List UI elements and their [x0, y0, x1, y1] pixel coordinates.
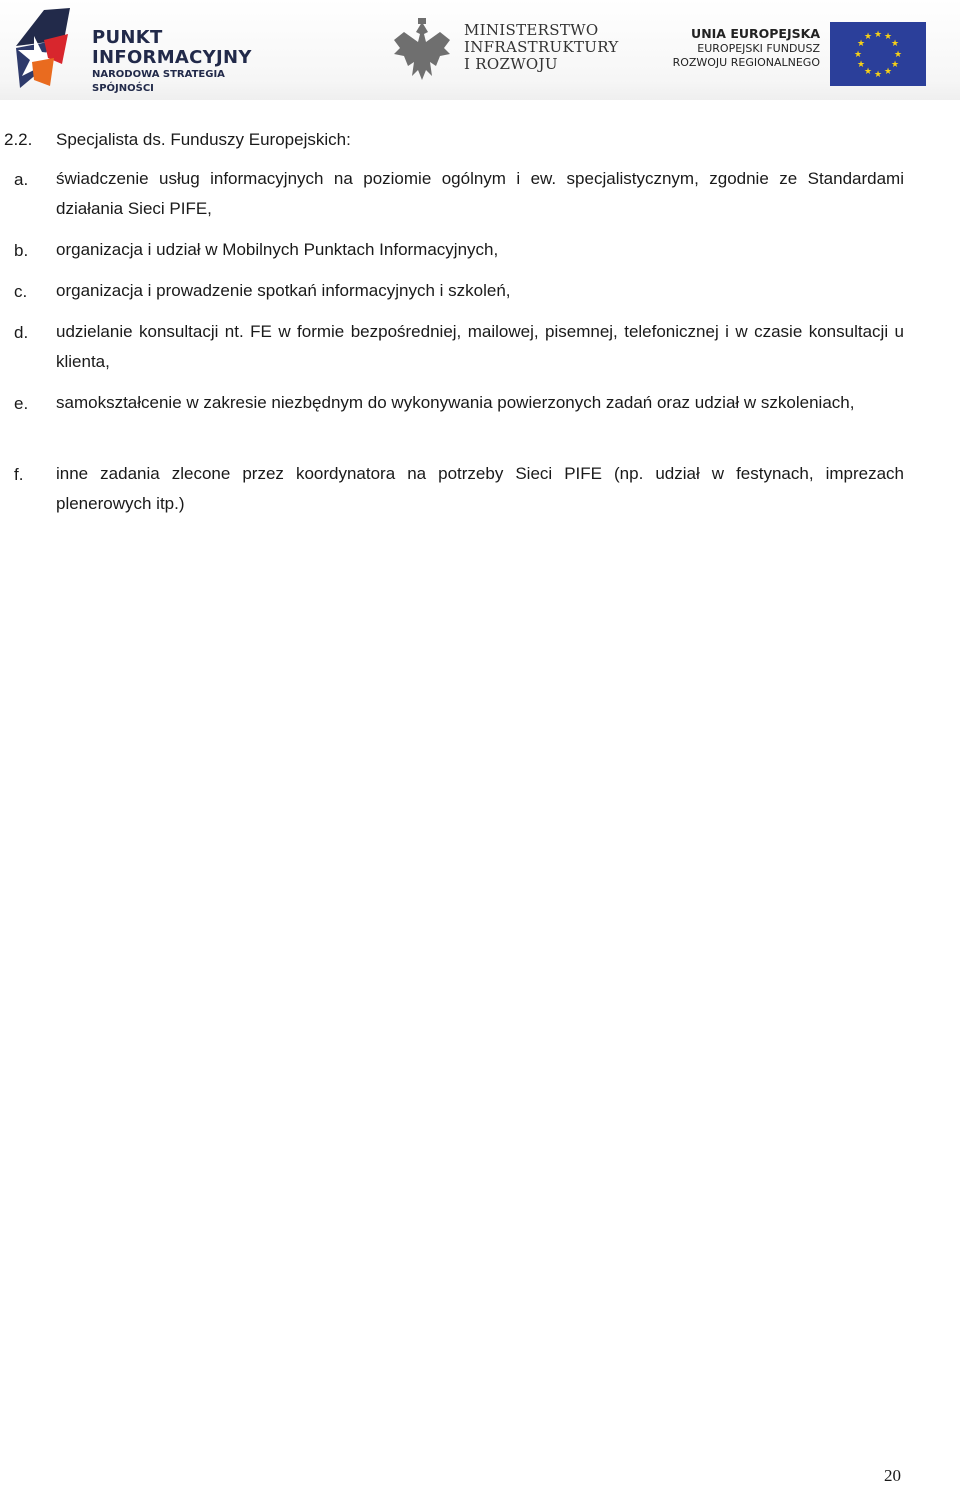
list-item-letter: b. — [14, 241, 29, 260]
eu-flag-icon — [830, 22, 926, 86]
svg-text:★: ★ — [856, 60, 866, 70]
svg-text:★: ★ — [890, 60, 900, 70]
svg-text:★: ★ — [883, 67, 893, 77]
svg-text:★: ★ — [863, 67, 873, 77]
page-number: 20 — [884, 1466, 901, 1485]
eu-line2: EUROPEJSKI FUNDUSZ — [697, 42, 820, 55]
ministry-logo — [390, 18, 619, 89]
svg-text:★: ★ — [873, 70, 883, 80]
eagle-emblem-icon — [390, 18, 454, 84]
svg-text:★: ★ — [893, 50, 903, 60]
list-item-text: inne zadania zlecone przez koordynatora na potrzeby Sieci PIFE (np. udział w festynach, imprezach plenerowych itp.) — [56, 464, 904, 513]
ministry-line3: I ROZWOJU — [464, 55, 558, 73]
punkt-line3: NARODOWA STRATEGIA SPÓJNOŚCI — [92, 69, 225, 94]
svg-text:★: ★ — [890, 39, 900, 49]
punkt-star-icon — [14, 6, 80, 92]
list-item-text: organizacja i udział w Mobilnych Punktach Informacyjnych, — [56, 240, 499, 259]
punkt-line2: INFORMACYJNY — [92, 47, 252, 68]
svg-text:★: ★ — [853, 50, 863, 60]
page-header — [0, 0, 960, 100]
ministry-line2: INFRASTRUKTURY — [464, 38, 619, 56]
svg-text:★: ★ — [883, 32, 893, 42]
eu-line1: UNIA EUROPEJSKA — [691, 26, 820, 41]
list-item-text: samokształcenie w zakresie niezbędnym do wykonywania powierzonych zadań oraz udział w szkoleniach, — [56, 393, 855, 412]
section-number: 2.2. — [4, 130, 33, 149]
punkt-informacyjny-logo — [14, 6, 252, 97]
eu-line3: ROZWOJU REGIONALNEGO — [672, 56, 820, 69]
list-item-text: organizacja i prowadzenie spotkań informacyjnych i szkoleń, — [56, 281, 511, 300]
list-item-letter: c. — [14, 282, 28, 301]
ministry-line1: MINISTERSTWO — [464, 21, 599, 39]
list-item-letter: f. — [14, 465, 24, 484]
svg-text:★: ★ — [856, 39, 866, 49]
list-item-letter: a. — [14, 170, 29, 189]
svg-text:★: ★ — [863, 32, 873, 42]
section-title: Specjalista ds. Funduszy Europejskich: — [56, 130, 351, 149]
punkt-line1: PUNKT — [92, 27, 163, 48]
list-item-letter: d. — [14, 323, 29, 342]
list-item-text: świadczenie usług informacyjnych na poziomie ogólnym i ew. specjalistycznym, zgodnie ze Standardami działania Sieci PIFE, — [56, 169, 904, 218]
list-item-text: udzielanie konsultacji nt. FE w formie bezpośredniej, mailowej, pisemnej, telefonicznej i w czasie konsultacji u klienta, — [56, 322, 904, 371]
svg-text:★: ★ — [873, 30, 883, 40]
list-item-letter: e. — [14, 394, 29, 413]
